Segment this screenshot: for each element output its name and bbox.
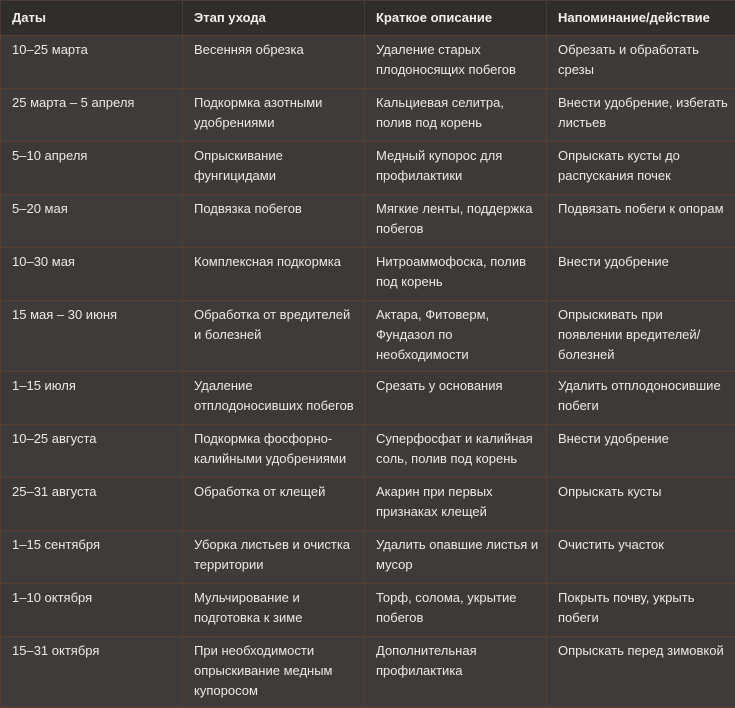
table-row	[1, 301, 735, 372]
cell-reminder-action: Покрыть почву, укрыть побеги	[547, 584, 735, 637]
cell-reminder-action: Очистить участок	[547, 531, 735, 584]
cell-care-stage: Уборка листьев и очистка территории	[183, 531, 365, 584]
cell-care-stage: Комплексная подкормка	[183, 248, 365, 301]
cell-reminder-action: Внести удобрение	[547, 425, 735, 478]
cell-reminder-action: Внести удобрение	[547, 248, 735, 301]
table-row	[1, 637, 735, 708]
cell-reminder-action: Опрыскать кусты до распускания почек	[547, 142, 735, 195]
cell-dates: 1–15 июля	[1, 372, 183, 425]
cell-reminder-action: Внести удобрение, избегать листьев	[547, 89, 735, 142]
cell-dates: 1–15 сентября	[1, 531, 183, 584]
cell-description: Акарин при первых признаках клещей	[365, 478, 547, 531]
cell-care-stage: Обработка от клещей	[183, 478, 365, 531]
table-row	[1, 36, 735, 89]
cell-description: Актара, Фитоверм, Фундазол по необходимости	[365, 301, 547, 372]
cell-description: Срезать у основания	[365, 372, 547, 425]
cell-description: Медный купорос для профилактики	[365, 142, 547, 195]
table-row	[1, 195, 735, 248]
table-row	[1, 248, 735, 301]
cell-care-stage: Подвязка побегов	[183, 195, 365, 248]
header-description: Краткое описание	[365, 1, 547, 36]
table-row	[1, 584, 735, 637]
cell-dates: 10–25 августа	[1, 425, 183, 478]
table-row	[1, 142, 735, 195]
cell-description: Удаление старых плодоносящих побегов	[365, 36, 547, 89]
cell-dates: 15–31 октября	[1, 637, 183, 708]
cell-reminder-action: Удалить отплодоносившие побеги	[547, 372, 735, 425]
cell-care-stage: Опрыскивание фунгицидами	[183, 142, 365, 195]
cell-dates: 25–31 августа	[1, 478, 183, 531]
cell-description: Нитроаммофоска, полив под корень	[365, 248, 547, 301]
cell-description: Мягкие ленты, поддержка побегов	[365, 195, 547, 248]
cell-care-stage: Обработка от вредителей и болезней	[183, 301, 365, 372]
cell-care-stage: Удаление отплодоносивших побегов	[183, 372, 365, 425]
cell-reminder-action: Обрезать и обработать срезы	[547, 36, 735, 89]
cell-description: Торф, солома, укрытие побегов	[365, 584, 547, 637]
cell-reminder-action: Подвязать побеги к опорам	[547, 195, 735, 248]
cell-dates: 1–10 октября	[1, 584, 183, 637]
cell-reminder-action: Опрыскать кусты	[547, 478, 735, 531]
table-row	[1, 425, 735, 478]
cell-dates: 25 марта – 5 апреля	[1, 89, 183, 142]
cell-dates: 10–25 марта	[1, 36, 183, 89]
header-care-stage: Этап ухода	[183, 1, 365, 36]
header-reminder-action: Напоминание/действие	[547, 1, 735, 36]
cell-care-stage: Весенняя обрезка	[183, 36, 365, 89]
header-dates: Даты	[1, 1, 183, 36]
table-row	[1, 89, 735, 142]
table-header-row	[1, 1, 735, 36]
cell-dates: 15 мая – 30 июня	[1, 301, 183, 372]
table-row	[1, 372, 735, 425]
cell-description: Суперфосфат и калийная соль, полив под корень	[365, 425, 547, 478]
table-row	[1, 478, 735, 531]
cell-dates: 5–20 мая	[1, 195, 183, 248]
cell-description: Дополнительная профилактика	[365, 637, 547, 708]
cell-dates: 5–10 апреля	[1, 142, 183, 195]
cell-description: Кальциевая селитра, полив под корень	[365, 89, 547, 142]
cell-care-stage: При необходимости опрыскивание медным купоросом	[183, 637, 365, 708]
cell-dates: 10–30 мая	[1, 248, 183, 301]
cell-care-stage: Подкормка фосфорно-калийными удобрениями	[183, 425, 365, 478]
cell-reminder-action: Опрыскивать при появлении вредителей/болезней	[547, 301, 735, 372]
cell-description: Удалить опавшие листья и мусор	[365, 531, 547, 584]
cell-reminder-action: Опрыскать перед зимовкой	[547, 637, 735, 708]
table-row	[1, 531, 735, 584]
cell-care-stage: Мульчирование и подготовка к зиме	[183, 584, 365, 637]
cell-care-stage: Подкормка азотными удобрениями	[183, 89, 365, 142]
